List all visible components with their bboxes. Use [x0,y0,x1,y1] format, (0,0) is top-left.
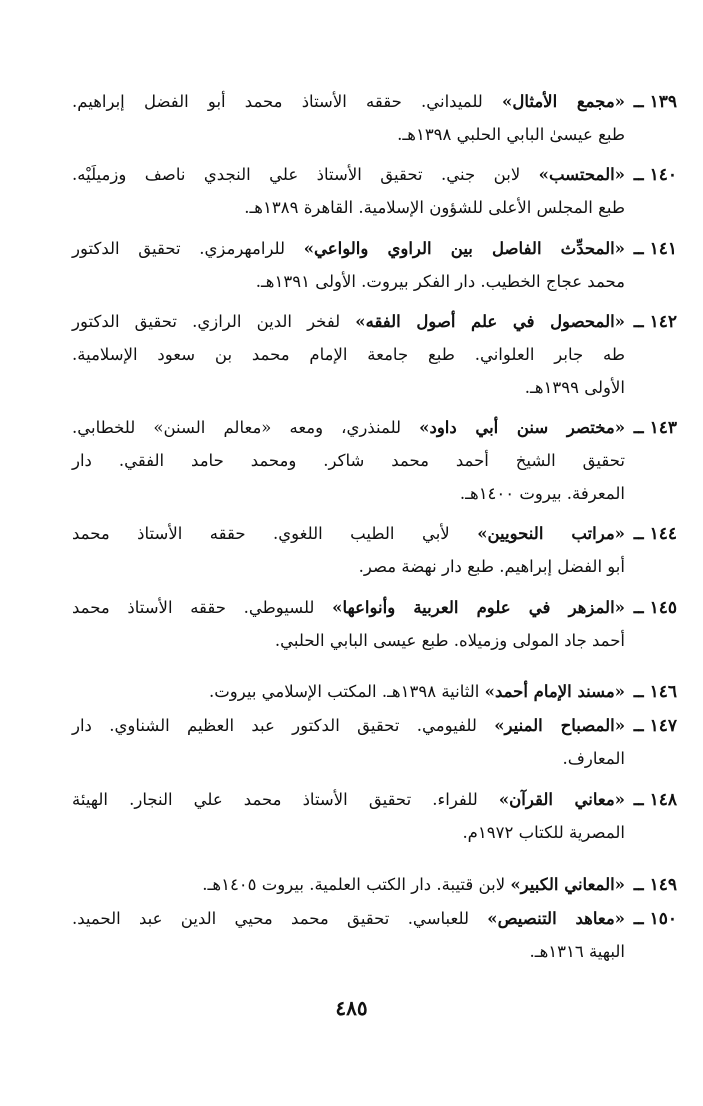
book-title: «معاهد التنصيص» [487,909,625,928]
book-title: «المزهر في علوم العربية وأنواعها» [332,598,625,617]
book-title: «المحدِّث الفاصل بين الراوي والواعي» [303,239,625,258]
entry-continuation-line [72,198,625,218]
entry-text: للفيومي. تحقيق الدكتور عبد العظيم الشناوي. دار [72,716,495,735]
entry-number: ١٤٣ ــ [633,418,677,438]
entry-continuation-line [72,631,625,651]
book-title: «مختصر سنن أبي داود» [419,418,626,437]
entry-number: ١٤١ ــ [633,239,677,259]
entry-number: ١٤٨ ــ [633,790,677,810]
entry-first-line [72,716,677,736]
entry-text: للسيوطي. حققه الأستاذ محمد [72,598,333,617]
book-title: «المحصول في علم أصول الفقه» [355,312,625,331]
entry-number: ١٤٥ ــ [633,598,677,618]
entry-number: ١٤٩ ــ [633,875,677,895]
entry-number: ١٤٧ ــ [633,716,677,736]
entry-number: ١٥٠ ــ [633,909,677,929]
entry-text: طبع المجلس الأعلى للشؤون الإسلامية. القاهرة ١٣٨٩هـ. [244,198,625,217]
entry-first-line [72,524,677,544]
entry-first-line [72,312,677,332]
entry-text: محمد عجاج الخطيب. دار الفكر بيروت. الأولى ١٣٩١هـ. [255,272,625,291]
entry-first-line [72,909,677,929]
entry-number: ١٤٠ ــ [633,165,677,185]
entry-text: المعرفة. بيروت ١٤٠٠هـ. [459,484,625,503]
entry-text: لابن جني. تحقيق الأستاذ علي النجدي ناصف وزميلَيْه. [72,165,539,184]
page-number: ٤٨٥ [335,996,368,1020]
entry-text: لفخر الدين الرازي. تحقيق الدكتور [72,312,356,331]
entry-continuation-line [72,125,625,145]
entry-first-line [72,239,677,259]
entry-text: لأبي الطيب اللغوي. حققه الأستاذ محمد [72,524,478,543]
entry-continuation-line [72,484,625,504]
entry-text: أبو الفضل إبراهيم. طبع دار نهضة مصر. [358,557,625,576]
book-title: «المصباح المنير» [494,716,626,735]
entry-continuation-line [72,823,625,843]
book-title: «مجمع الأمثال» [502,92,625,111]
entry-text: للميداني. حققه الأستاذ محمد أبو الفضل إبراهيم. [72,92,503,111]
entry-number: ١٣٩ ــ [633,92,677,112]
entry-continuation-line [72,942,625,962]
entry-continuation-line [72,451,625,471]
entry-continuation-line [72,272,625,292]
entry-text: الأولى ١٣٩٩هـ. [524,378,625,397]
entry-continuation-line [72,378,625,398]
entry-text: المصرية للكتاب ١٩٧٢م. [462,823,625,842]
entry-first-line [72,92,677,112]
entry-text: طه جابر العلواني. طبع جامعة الإمام محمد بن سعود الإسلامية. [72,345,625,364]
entry-continuation-line [72,557,625,577]
entry-number: ١٤٤ ــ [633,524,677,544]
entry-text: للمنذري، ومعه «معالم السنن» للخطابي. [72,418,420,437]
entry-text: البهية ١٣١٦هـ. [529,942,625,961]
entry-first-line [72,790,677,810]
entry-first-line [72,418,677,438]
entry-text: أحمد جاد المولى وزميلاه. طبع عيسى البابي الحلبي. [274,631,625,650]
book-title: «المحتسب» [538,165,625,184]
entry-text: الثانية ١٣٩٨هـ. المكتب الإسلامي بيروت. [209,682,485,701]
entry-first-line [72,165,677,185]
entry-first-line [72,598,677,618]
entry-number: ١٤٦ ــ [633,682,677,702]
entry-continuation-line [72,345,625,365]
book-title: «مراتب النحويين» [477,524,625,543]
entry-text: لابن قتيبة. دار الكتب العلمية. بيروت ١٤٠٥هـ. [202,875,511,894]
entry-first-line [72,682,677,702]
entry-continuation-line [72,749,625,769]
book-title: «مسند الإمام أحمد» [484,682,625,701]
entry-text: للعباسي. تحقيق محمد محيي الدين عبد الحميد. [72,909,488,928]
entry-first-line [72,875,677,895]
book-title: «المعاني الكبير» [510,875,625,894]
book-title: «معاني القرآن» [498,790,625,809]
entry-number: ١٤٢ ــ [633,312,677,332]
entry-text: للرامهرمزي. تحقيق الدكتور [72,239,304,258]
entry-text: المعارف. [562,749,625,768]
entry-text: للفراء. تحقيق الأستاذ محمد علي النجار. الهيئة [72,790,499,809]
entry-text: تحقيق الشيخ أحمد محمد شاكر. ومحمد حامد الفقي. دار [72,451,625,470]
entry-text: طبع عيسىٰ البابي الحلبي ١٣٩٨هـ. [397,125,625,144]
